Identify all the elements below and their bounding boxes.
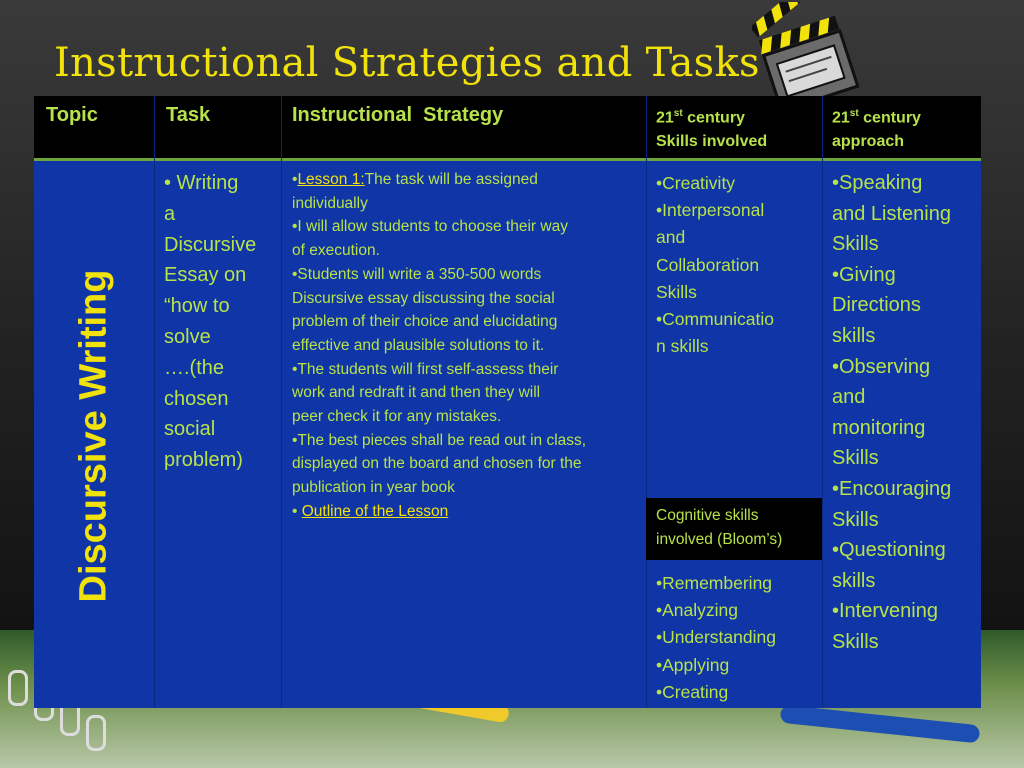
strategy-line: work and redraft it and then they will	[292, 384, 541, 402]
approach-line: and	[832, 386, 866, 409]
header-task: Task	[166, 104, 211, 126]
approach-line: •Encouraging	[832, 477, 952, 500]
approach-line: Directions	[832, 294, 921, 317]
topic-label: Discursive Writing	[72, 269, 115, 603]
header-approach-line2: approach	[832, 133, 905, 151]
strategy-line: •I will allow students to choose their way	[292, 218, 568, 236]
approach-line: skills	[832, 569, 876, 592]
approach-line: •Observing	[832, 355, 931, 378]
skills-cell	[656, 170, 808, 360]
task-line: a	[164, 202, 176, 225]
skills-line: •Interpersonal	[656, 200, 765, 221]
approach-cell	[832, 168, 977, 658]
approach-line: •Questioning	[832, 539, 946, 562]
strategy-line: Discursive essay discussing the social	[292, 289, 555, 307]
skills-line: Skills	[656, 281, 697, 302]
column-divider	[154, 96, 155, 708]
task-line: Discursive	[164, 233, 257, 256]
task-line: social	[164, 418, 216, 441]
column-divider	[646, 96, 647, 708]
task-line: solve	[164, 325, 211, 348]
skills-line: •Communicatio	[656, 309, 774, 330]
header-approach: 21st century approach	[832, 102, 921, 154]
strategy-line: problem of their choice and elucidating	[292, 313, 558, 331]
cognitive-cell	[656, 570, 808, 706]
task-line: ….(the	[164, 356, 225, 379]
header-skills-line2: Skills involved	[656, 133, 768, 151]
header-approach-line1: century	[863, 109, 921, 127]
skills-line: Collaboration	[656, 254, 760, 275]
strategy-cell: •Lesson 1:The task will be assigned individually •I will allow students to choose their way of execution. •Students will write a 350-500 words Discursive essay discussing the social problem of their choice and elucidating effective and plausible solutions to it. •The students will first self-assess their work and redraft it and then they will peer check it for any mistakes. •The best pieces shall be read out in class, displayed on the board and chosen for the publication in year book • Outline of the Lesson	[292, 168, 637, 524]
approach-line: •Speaking	[832, 172, 923, 194]
approach-line: monitoring	[832, 416, 926, 439]
strategy-line: •The best pieces shall be read out in class,	[292, 431, 587, 449]
column-divider	[822, 96, 823, 708]
task-line: Essay on	[164, 264, 247, 287]
skills-line: n skills	[656, 336, 709, 357]
lesson-1-link[interactable]: Lesson 1:	[297, 171, 365, 188]
task-cell	[164, 168, 276, 476]
approach-line: •Intervening	[832, 600, 938, 623]
strategy-line: individually	[292, 194, 368, 212]
approach-line: •Giving	[832, 263, 896, 286]
approach-line: Skills	[832, 508, 879, 531]
strategy-line: of execution.	[292, 242, 380, 260]
approach-line: skills	[832, 324, 876, 347]
strategy-line: publication in year book	[292, 479, 455, 497]
cognitive-line: •Remembering	[656, 573, 773, 593]
topic-cell	[34, 161, 154, 708]
outline-link[interactable]: Outline of the Lesson	[301, 502, 449, 520]
header-skills-line1: century	[687, 109, 745, 127]
header-strategy: Instructional Strategy	[292, 104, 504, 126]
task-line: chosen	[164, 387, 229, 410]
strategy-line: The task will be assigned	[364, 171, 538, 188]
skills-line: •Creativity	[656, 173, 736, 193]
strategy-line: effective and plausible solutions to it.	[292, 336, 545, 354]
header-skills: 21st century Skills involved	[656, 102, 767, 154]
cognitive-line: •Creating	[656, 681, 729, 702]
task-line: • Writing	[164, 172, 239, 194]
approach-line: and Listening	[832, 202, 951, 225]
column-divider	[281, 96, 282, 708]
page-title: Instructional Strategies and Tasks	[54, 40, 760, 86]
approach-line: Skills	[832, 233, 879, 256]
cognitive-header-line: Cognitive skills	[656, 507, 759, 524]
task-line: problem)	[164, 449, 243, 472]
cognitive-line: •Applying	[656, 654, 730, 675]
strategy-line: •Students will write a 350-500 words	[292, 265, 542, 283]
cognitive-line: •Understanding	[656, 627, 776, 648]
approach-line: Skills	[832, 630, 879, 653]
strategy-table	[34, 96, 981, 708]
strategy-line: displayed on the board and chosen for the	[292, 455, 582, 473]
header-topic: Topic	[46, 104, 98, 126]
cognitive-line: •Analyzing	[656, 600, 739, 621]
strategy-line: peer check it for any mistakes.	[292, 408, 502, 426]
approach-line: Skills	[832, 447, 879, 470]
cognitive-header-line: involved (Bloom’s)	[656, 531, 783, 548]
task-line: “how to	[164, 295, 230, 318]
cognitive-header	[646, 498, 822, 560]
strategy-line: •The students will first self-assess their	[292, 360, 559, 378]
clapperboard-icon	[752, 2, 864, 110]
skills-line: and	[656, 227, 686, 248]
table-header	[34, 96, 981, 161]
